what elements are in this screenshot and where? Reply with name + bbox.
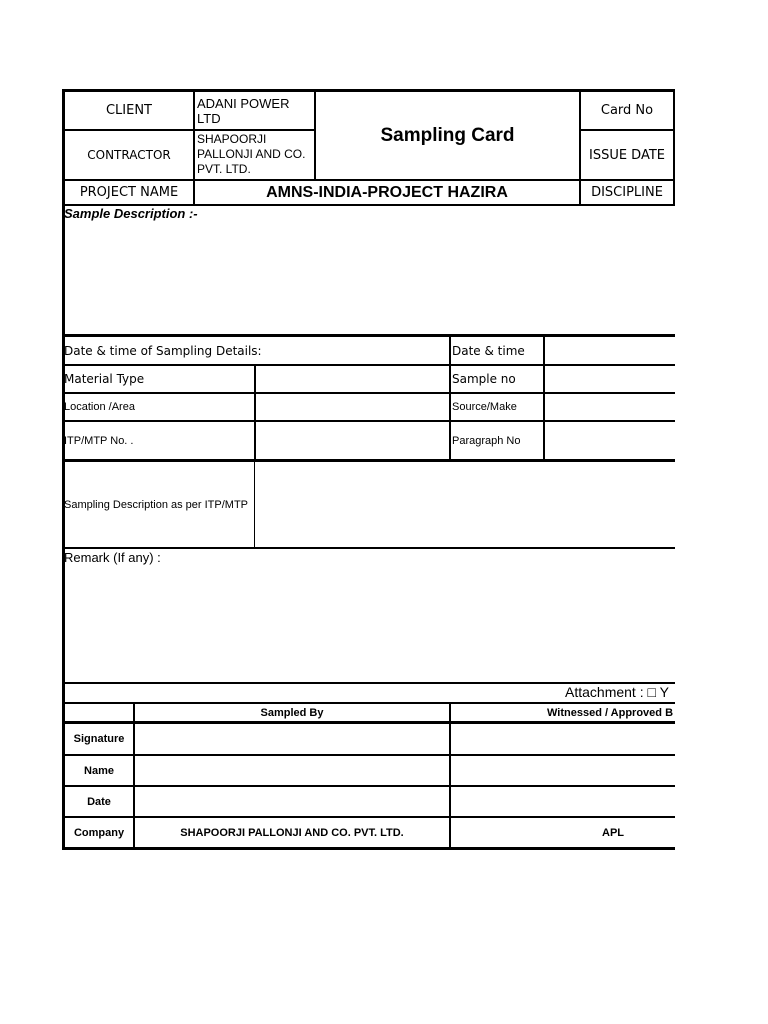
name-row-label: Name (84, 764, 114, 777)
sampled-by-signature-field[interactable] (135, 724, 449, 754)
paragraph-no-field[interactable] (545, 422, 675, 459)
sampled-by-company-value: SHAPOORJI PALLONJI AND CO. PVT. LTD. (180, 826, 404, 839)
signature-row-label: Signature (73, 733, 125, 745)
page-title: Sampling Card (380, 124, 515, 146)
witnessed-signature-field[interactable] (451, 724, 675, 754)
witnessed-company-value: APL (602, 826, 624, 839)
itp-mtp-label: ITP/MTP No. . (64, 434, 134, 447)
sampled-by-header: Sampled By (260, 706, 324, 719)
material-type-label: Material Type (64, 372, 145, 386)
company-row-label: Company (73, 826, 125, 839)
discipline-label: DISCIPLINE (591, 185, 663, 200)
sample-no-field[interactable] (545, 366, 675, 392)
location-area-label: Location /Area (64, 401, 135, 413)
witnessed-header: Witnessed / Approved B (547, 706, 674, 719)
divider (673, 89, 675, 206)
location-area-field[interactable] (256, 394, 449, 420)
sampling-description-itp-label: Sampling Description as per ITP/MTP (64, 498, 249, 511)
sampling-description-itp-field[interactable] (256, 462, 675, 547)
client-value: ADANI POWER LTD (197, 95, 290, 126)
sample-description-label: Sample Description :- (64, 206, 198, 221)
contractor-label: CONTRACTOR (87, 148, 171, 162)
client-label: CLIENT (105, 103, 153, 118)
divider (449, 334, 451, 462)
witnessed-date-field[interactable] (451, 787, 675, 816)
project-name-value: AMNS-INDIA-PROJECT HAZIRA (266, 183, 508, 201)
datetime-field[interactable] (545, 337, 675, 364)
card-no-label: Card No (600, 103, 654, 118)
project-name-label: PROJECT NAME (79, 185, 179, 200)
source-make-field[interactable] (545, 394, 675, 420)
sample-no-label: Sample no (452, 372, 516, 386)
sampled-by-date-field[interactable] (135, 787, 449, 816)
form-bottom-border (62, 847, 675, 850)
itp-mtp-field[interactable] (256, 422, 449, 459)
contractor-value: SHAPOORJI PALLONJI AND CO. PVT. LTD. (197, 132, 306, 176)
divider (62, 547, 675, 549)
attachment-label: Attachment : □ Y (565, 684, 669, 700)
paragraph-no-label: Paragraph No (452, 434, 521, 447)
witnessed-name-field[interactable] (451, 756, 675, 785)
sampled-by-name-field[interactable] (135, 756, 449, 785)
issue-date-label: ISSUE DATE (588, 147, 666, 163)
source-make-label: Source/Make (452, 401, 517, 413)
datetime-label: Date & time (452, 343, 525, 358)
sampling-datetime-details-label: Date & time of Sampling Details: (64, 343, 262, 358)
remark-label: Remark (If any) : (64, 550, 161, 565)
material-type-field[interactable] (256, 366, 449, 392)
divider (254, 462, 255, 549)
date-row-label: Date (87, 795, 111, 808)
